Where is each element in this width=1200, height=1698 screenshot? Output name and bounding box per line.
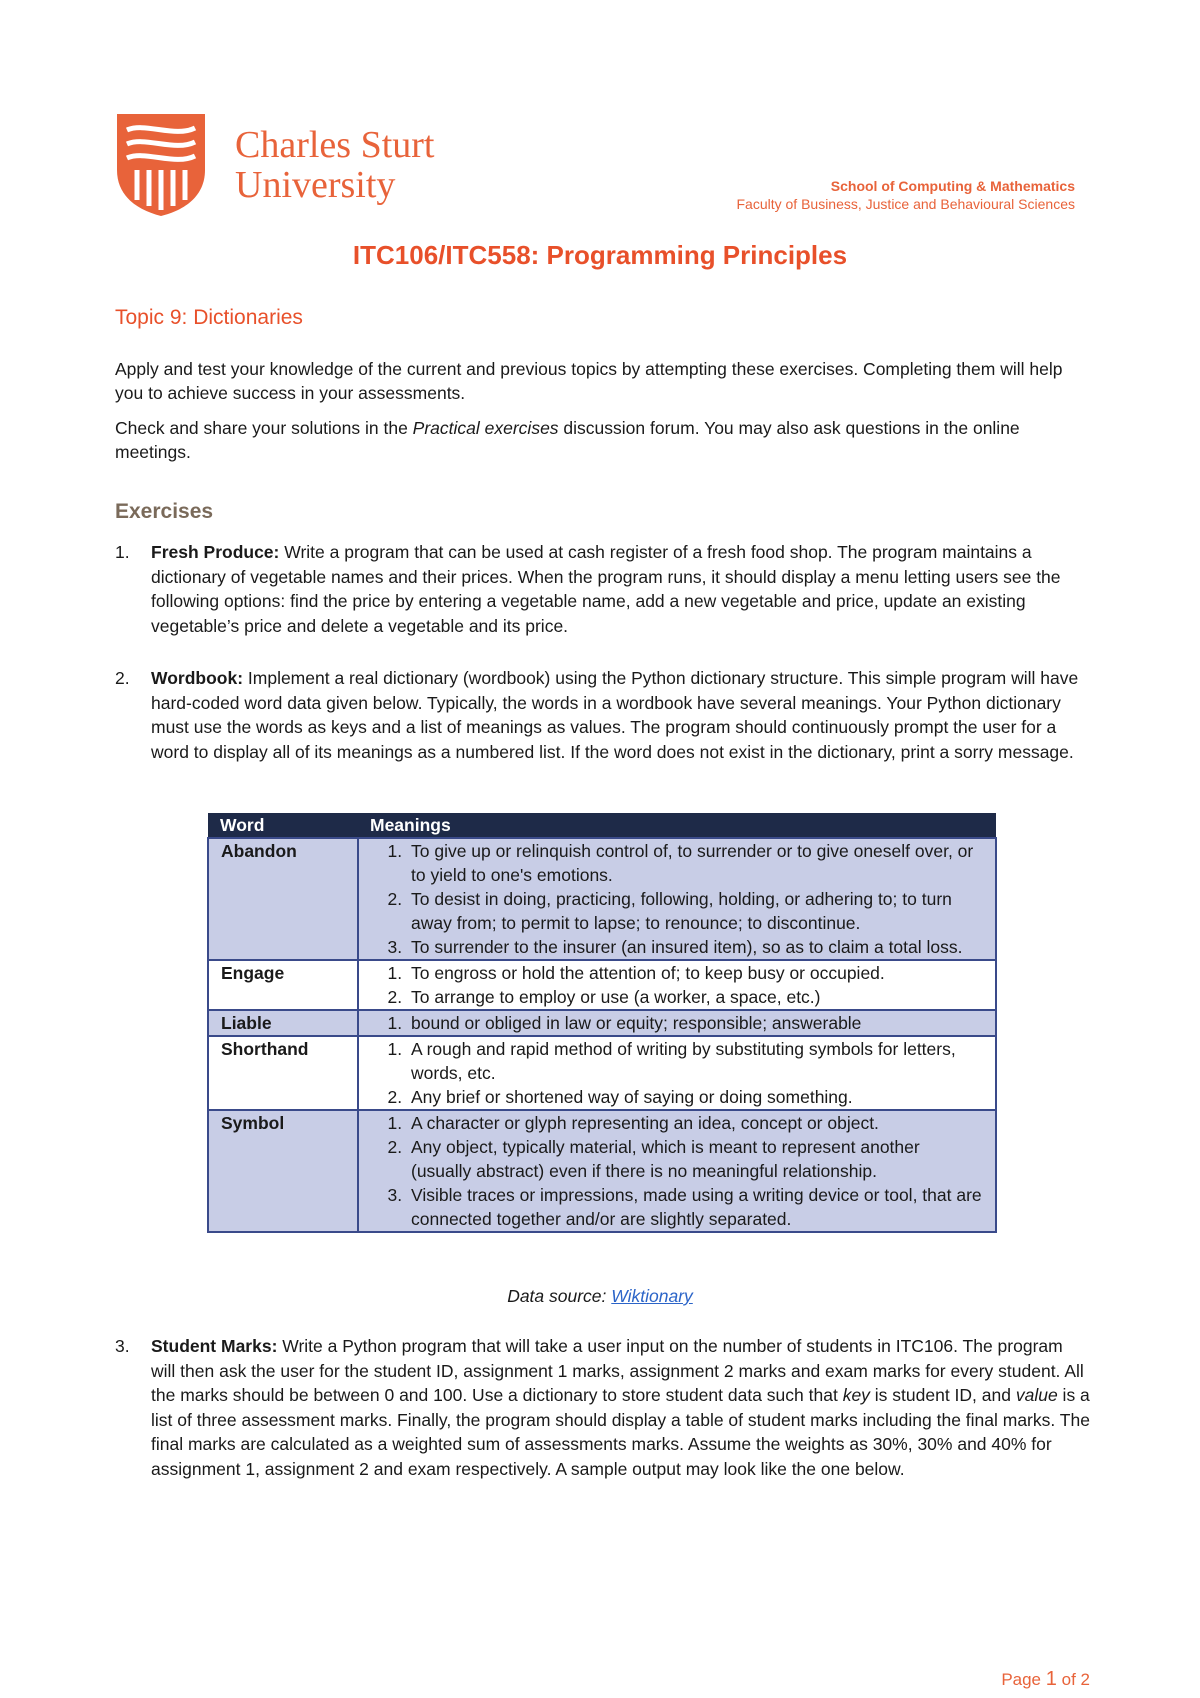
- logo-wordmark: [235, 125, 434, 205]
- emphasis-key: key: [842, 1385, 870, 1405]
- meanings-cell: [358, 1036, 996, 1110]
- table-row: [208, 1010, 996, 1036]
- exercise-text: Write a program that can be used at cash register of a fresh food shop. The program maintains a dictionary of vegetable names and their prices. When the program runs, it should display a menu letting users see the following options: find the price by entering a vegetable name, add a new vegetable and price, update an existing vegetable’s price and delete a vegetable and its price.: [151, 542, 1061, 636]
- meaning-item: 2. Any object, typically material, which is meant to represent another (usually abstract) even if there is no meaningful relationship.: [407, 1135, 983, 1183]
- header-meanings: Meanings: [358, 813, 996, 838]
- exercise-text: Implement a real dictionary (wordbook) using the Python dictionary structure. This simple program will have hard-coded word data given below. Typically, the words in a wordbook have several meanings. Your Python dictionary must use the words as keys and a list of meanings as values. The program should continuously prompt the user for a word to display all of its meanings as a numbered list. If the word does not exist in the dictionary, print a sorry message.: [151, 668, 1079, 762]
- meaning-item: 1. A character or glyph representing an idea, concept or object.: [407, 1111, 983, 1135]
- intro-paragraph-1: Apply and test your knowledge of the current and previous topics by attempting these exercises. Completing them will help you to achieve success in your assessments.: [115, 359, 1063, 403]
- wiktionary-link[interactable]: Wiktionary: [611, 1286, 693, 1306]
- exercise-name: Wordbook:: [151, 668, 244, 688]
- word-cell: Shorthand: [208, 1036, 358, 1110]
- exercise-item: [115, 666, 1090, 764]
- logo-line-1: Charles Sturt: [235, 124, 435, 166]
- table-row: [208, 1110, 996, 1232]
- intro-paragraph-2: [115, 416, 1090, 464]
- page-number: 1: [1045, 1668, 1057, 1690]
- intro-p2-text: Check and share your solutions in the: [115, 418, 413, 438]
- of-word: of: [1061, 1670, 1076, 1689]
- exercise-text: is a list of three assessment marks. Finally, the program should display a table of student marks including the final marks. The final marks are calculated as a weighted sum of assessments marks. Assume the weights as 30%, 30% and 40% for assignment 1, assignment 2 and exam respectively. A sample output may look like the one below.: [151, 1385, 1090, 1479]
- forum-name: Practical exercises: [412, 418, 559, 438]
- meanings-cell: [358, 1010, 996, 1036]
- exercise-number: 2.: [115, 668, 130, 688]
- meaning-item: 1. bound or obliged in law or equity; responsible; answerable: [407, 1011, 983, 1035]
- word-cell: Symbol: [208, 1110, 358, 1232]
- page-total: 2: [1080, 1670, 1090, 1689]
- faculty-name: Faculty of Business, Justice and Behavioural Sciences: [736, 196, 1075, 212]
- exercise-text: is student ID, and: [869, 1385, 1016, 1405]
- meaning-item: 2. To desist in doing, practicing, following, holding, or adhering to; to turn away from; to permit to lapse; to renounce; to discontinue.: [407, 887, 983, 935]
- page-word: Page: [1001, 1670, 1042, 1689]
- school-info: [736, 177, 1075, 213]
- meaning-item: 1. To give up or relinquish control of, to surrender or to give oneself over, or to yield to one's emotions.: [407, 839, 983, 887]
- data-source: [0, 1286, 1200, 1307]
- meanings-cell: [358, 1110, 996, 1232]
- exercise-name: Fresh Produce:: [151, 542, 280, 562]
- meanings-cell: [358, 838, 996, 960]
- page-footer: [1001, 1668, 1090, 1691]
- exercise-number: 3.: [115, 1336, 130, 1356]
- meaning-item: 1. A rough and rapid method of writing by substituting symbols for letters, words, etc.: [407, 1037, 983, 1085]
- university-shield-icon: [115, 112, 207, 218]
- table-row: [208, 838, 996, 960]
- table-row: [208, 960, 996, 1010]
- school-name: School of Computing & Mathematics: [830, 178, 1075, 194]
- table-row: [208, 1036, 996, 1110]
- meaning-item: 2. Any brief or shortened way of saying or doing something.: [407, 1085, 983, 1109]
- exercise-name: Student Marks:: [151, 1336, 278, 1356]
- university-logo: [115, 112, 434, 218]
- exercises-heading: Exercises: [115, 500, 214, 523]
- exercise-item: [115, 540, 1090, 638]
- emphasis-value: value: [1015, 1385, 1058, 1405]
- exercise-text: Write a Python program that will take a user input on the number of students in ITC106. The program will then ask the user for the student ID, assignment 1 marks, assignment 2 marks and exam marks for every student. All the marks should be between 0 and 100. Use a dictionary to store student data such that: [151, 1336, 1084, 1405]
- document-title: ITC106/ITC558: Programming Principles: [352, 240, 848, 270]
- exercise-number: 1.: [115, 542, 130, 562]
- word-cell: Abandon: [208, 838, 358, 960]
- meanings-cell: [358, 960, 996, 1010]
- data-source-label: Data source:: [507, 1286, 612, 1306]
- exercise-item: [115, 1334, 1090, 1481]
- meaning-item: 1. To engross or hold the attention of; to keep busy or occupied.: [407, 961, 983, 985]
- word-cell: Engage: [208, 960, 358, 1010]
- wordbook-table: [207, 813, 997, 1233]
- topic-heading: Topic 9: Dictionaries: [115, 306, 303, 329]
- word-cell: Liable: [208, 1010, 358, 1036]
- table-header-row: [208, 813, 996, 838]
- meaning-item: 3. To surrender to the insurer (an insured item), so as to claim a total loss.: [407, 935, 983, 959]
- header-word: Word: [208, 813, 358, 838]
- logo-line-2: University: [235, 164, 396, 206]
- meaning-item: 3. Visible traces or impressions, made using a writing device or tool, that are connected together and/or are slightly separated.: [407, 1183, 983, 1231]
- intro-p2-text-end: discussion forum. You may also ask questions in the online meetings.: [115, 418, 1020, 462]
- meaning-item: 2. To arrange to employ or use (a worker, a space, etc.): [407, 985, 983, 1009]
